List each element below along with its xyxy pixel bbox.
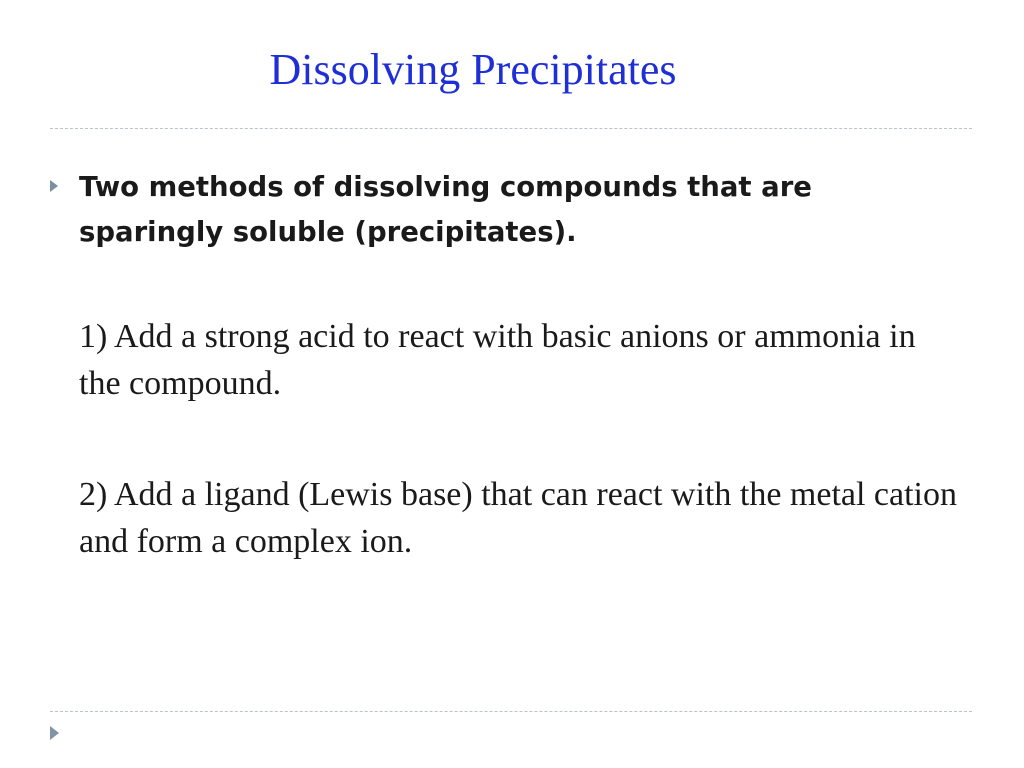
triangle-bullet-icon: [50, 180, 58, 192]
method-1-text: 1) Add a strong acid to react with basic anions or ammonia in the compound.: [79, 318, 916, 402]
slide-title: Dissolving Precipitates: [269, 45, 677, 94]
bullet-text: Two methods of dissolving compounds that are sparingly soluble (precipitates).: [79, 171, 812, 248]
method-2-text: 2) Add a ligand (Lewis base) that can react with the metal cation and form a complex ion.: [79, 476, 958, 560]
title-divider: [50, 128, 972, 129]
triangle-footer-icon: [50, 726, 59, 740]
footer-divider: [50, 711, 972, 712]
